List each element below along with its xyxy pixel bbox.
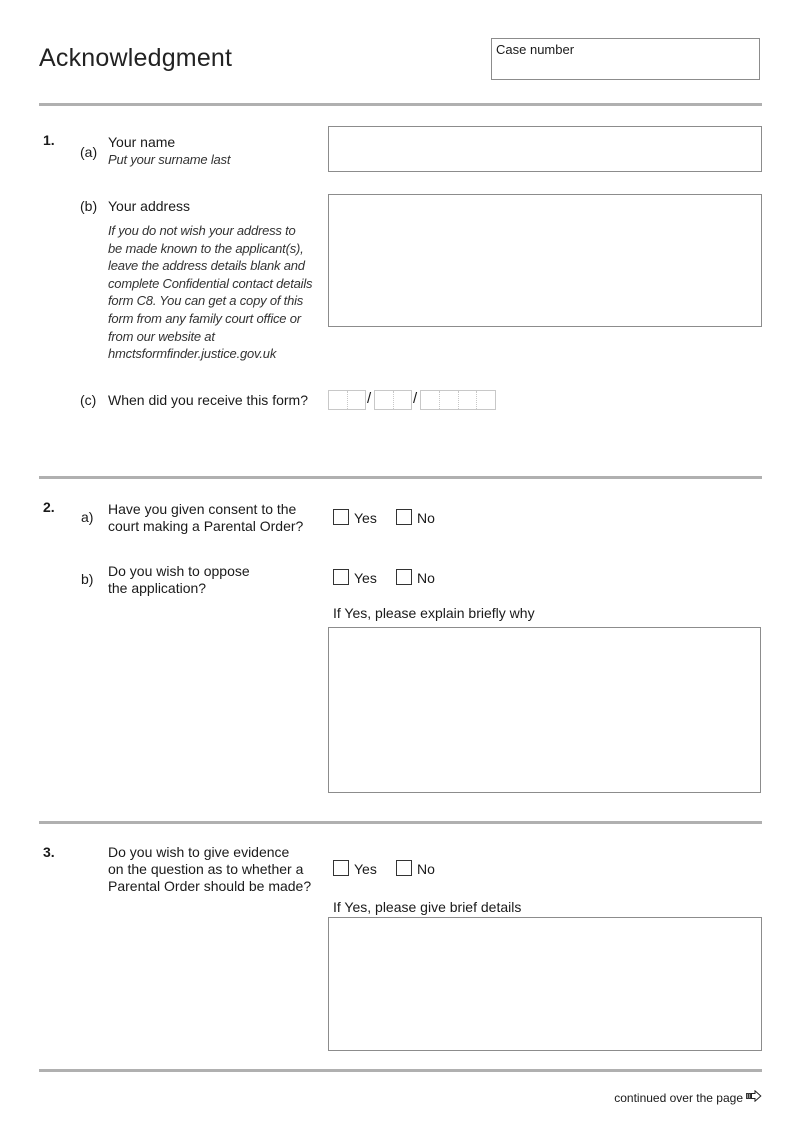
oppose-question: Do you wish to oppose the application? [108,563,250,596]
divider [39,476,762,479]
evidence-no-label: No [417,861,435,877]
your-name-hint: Put your surname last [108,152,231,167]
page-title: Acknowledgment [39,44,233,72]
section-2b-letter: b) [81,571,94,587]
section-3-number: 3. [43,844,55,860]
date-separator: / [367,390,372,407]
divider [39,821,762,824]
address-hint-line: from our website at [108,328,215,344]
address-hint [108,222,326,363]
divider [39,103,762,106]
section-1a-letter: (a) [80,144,98,160]
evidence-details-input[interactable] [328,917,762,1051]
oppose-yes-label: Yes [354,570,377,586]
oppose-no-label: No [417,570,435,586]
address-hint-line: leave the address details blank and [108,258,305,274]
oppose-yes-checkbox[interactable] [333,569,349,585]
arrow-right-icon [746,1090,762,1105]
evidence-no-checkbox[interactable] [396,860,412,876]
section-1c-letter: (c) [80,392,97,408]
evidence-details-label: If Yes, please give brief details [333,899,522,915]
receive-date-question: When did you receive this form? [108,392,308,408]
evidence-yes-checkbox[interactable] [333,860,349,876]
address-hint-line: form from any family court office or [108,310,301,326]
your-name-input[interactable] [328,126,762,172]
month-input[interactable] [374,390,412,410]
consent-no-label: No [417,510,435,526]
consent-yes-label: Yes [354,510,377,526]
evidence-question: Do you wish to give evidence on the question as to whether a Parental Order should be made? [108,844,312,894]
address-hint-line: If you do not wish your address to [108,223,296,238]
day-input[interactable] [328,390,366,410]
address-hint-line: be made known to the applicant(s), [108,240,304,256]
section-2-number: 2. [43,499,55,515]
section-1-number: 1. [43,132,55,148]
divider [39,1069,762,1072]
oppose-explain-input[interactable] [328,627,761,793]
case-number-field[interactable] [491,38,760,80]
section-2a-letter: a) [81,509,94,525]
continued-notice [614,1090,762,1105]
oppose-explain-label: If Yes, please explain briefly why [333,605,535,621]
address-hint-line: complete Confidential contact details [108,275,313,291]
case-number-label: Case number [496,42,575,57]
year-input[interactable] [420,390,496,410]
consent-no-checkbox[interactable] [396,509,412,525]
address-hint-line: hmctsformfinder.justice.gov.uk [108,346,277,362]
address-hint-line: form C8. You can get a copy of this [108,293,304,309]
your-name-question: Your name [108,134,176,150]
oppose-no-checkbox[interactable] [396,569,412,585]
evidence-yes-label: Yes [354,861,377,877]
continued-text: continued over the page [614,1090,743,1105]
consent-question: Have you given consent to the court making a Parental Order? [108,501,304,534]
section-1b-letter: (b) [80,198,98,214]
address-input[interactable] [328,194,762,327]
consent-yes-checkbox[interactable] [333,509,349,525]
your-address-question: Your address [108,198,190,214]
date-separator: / [413,390,418,407]
